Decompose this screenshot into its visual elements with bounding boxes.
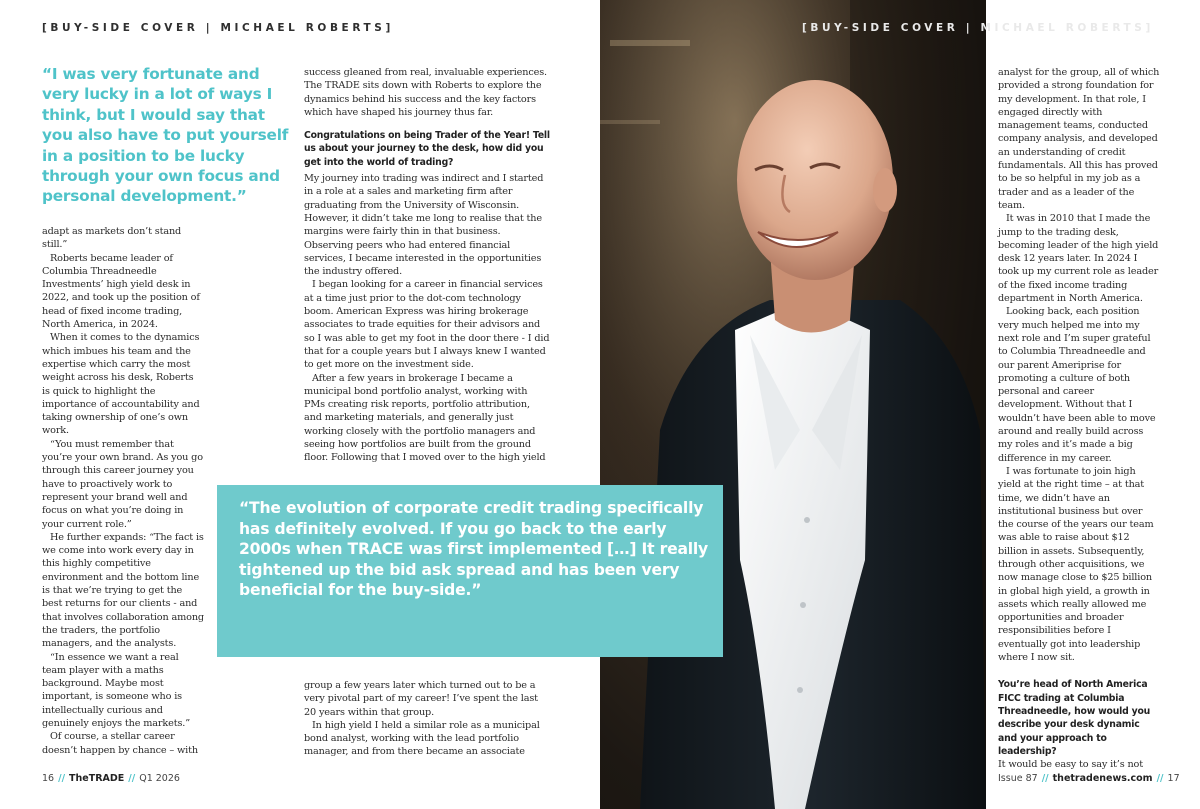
article-column-2-continued — [304, 679, 550, 759]
section-header-right: [BUY-SIDE COVER | MICHAEL ROBERTS] — [802, 22, 1154, 34]
page-number: 17 — [1167, 773, 1180, 784]
article-column-2 — [304, 66, 550, 465]
portrait-illustration — [600, 0, 986, 809]
paragraph: It was in 2010 that I made the jump to the trading desk, becoming leader of the high yield desk 12 years later. In 2024 I took up my current role as leader of the fixed income trading department in North America. — [998, 213, 1159, 305]
article-column-3 — [998, 66, 1160, 771]
footer-right — [998, 773, 1180, 784]
paragraph: In high yield I held a similar role as a municipal bond analyst, working with the lead portfolio manager, and from there became an associate — [304, 719, 540, 758]
portrait-photo — [600, 0, 986, 809]
website-link[interactable]: thetradenews.com — [1052, 773, 1153, 784]
issue-date: Q1 2026 — [139, 773, 180, 784]
paragraph: After a few years in brokerage I became a municipal bond portfolio analyst, working with PMs creating risk reports, portfolio attribution, and marketing materials, and generally just working closely with the portfolio managers and seeing how portfolios are built from the ground floor. Following that I moved over to the high yield — [304, 372, 546, 464]
paragraph: “You must remember that you’re your own brand. As you go through this career journey you have to proactively work to represent your brand well and focus on what you’re doing in your current role.” — [42, 438, 203, 530]
callout-quote: “The evolution of corporate credit trading specifically has definitely evolved. If you go back to the early 2000s when TRACE was first implemented […] It really tightened up the bid ask spread and has been very beneficial for the buy-side.” — [239, 499, 709, 599]
issue-number: Issue 87 — [998, 773, 1038, 784]
separator-icon: // — [58, 773, 66, 784]
paragraph: I began looking for a career in financial services at a time just prior to the dot-com technology boom. American Express was hiring brokerage associates to trade equities for their advisors and so I was able to get my foot in the door there - I did that for a couple years but I always knew I wanted to get more on the investment side. — [304, 279, 550, 371]
separator-icon: // — [1156, 773, 1164, 784]
paragraph: adapt as markets don’t stand still.” — [42, 226, 182, 251]
paragraph: It would be easy to say it’s not — [998, 759, 1143, 771]
paragraph: analyst for the group, all of which provided a strong foundation for my development. In that role, I engaged directly with management teams, conducted company analysis, and developed an understanding of credit fundamentals. All this has proved to be so helpful in my job as a trader and as a leader of the team. — [998, 67, 1160, 211]
interview-question: You’re head of North America FICC trading at Columbia Threadneedle, how would you describe your desk dynamic and your approach to leadership? — [998, 679, 1151, 757]
callout-quote-box — [217, 485, 723, 657]
publication-name: TheTRADE — [69, 773, 125, 784]
interview-question: Congratulations on being Trader of the Year! Tell us about your journey to the desk, how did you get into the world of trading? — [304, 130, 550, 168]
paragraph: My journey into trading was indirect and I started in a role at a sales and marketing firm after graduating from the University of Wisconsin. However, it didn’t take me long to realise that the margins were fairly thin in that business. Observing peers who had entered financial services, I became interested in the opportunities the industry offered. — [304, 173, 544, 278]
separator-icon: // — [128, 773, 136, 784]
separator-icon: // — [1041, 773, 1049, 784]
paragraph: “In essence we want a real team player with a maths background. Maybe most important, is someone who is intellectually curious and genuinely enjoys the markets.” — [42, 651, 191, 729]
paragraph: I was fortunate to join high yield at the right time – at that time, we didn’t have an institutional business but over the course of the years our team was able to raise about $12 billion in assets. Subsequently, through other acquisitions, we now manage close to $25 billion in global high yield, a growth in assets which really allowed me opportunities and broader responsibilities before I eventually got into leadership where I now sit. — [998, 465, 1154, 664]
pull-quote: “I was very fortunate and very lucky in a lot of ways I think, but I would say that you also have to put yourself in a position to be lucky through your own focus and personal development.” — [42, 65, 289, 206]
section-header-left: [BUY-SIDE COVER | MICHAEL ROBERTS] — [42, 22, 394, 34]
paragraph: Roberts became leader of Columbia Threadneedle Investments’ high yield desk in 2022, and took up the position of head of fixed income trading, North America, in 2024. — [42, 252, 200, 331]
paragraph: group a few years later which turned out to be a very pivotal part of my career! I’ve spent the last 20 years within that group. — [304, 680, 538, 718]
paragraph: Of course, a stellar career doesn’t happen by chance – with — [42, 731, 198, 756]
footer-left — [42, 773, 180, 784]
intro-paragraph: success gleaned from real, invaluable experiences. The TRADE sits down with Roberts to explore the dynamics behind his success and the key factors which have shaped his journey thus far. — [304, 67, 547, 118]
paragraph: He further expands: “The fact is we come into work every day in this highly competitive environment and the bottom line is that we’re trying to get the best returns for our clients - and that involves collaboration among the traders, the portfolio managers, and the analysts. — [42, 531, 204, 650]
page-number: 16 — [42, 773, 55, 784]
paragraph: Looking back, each position very much helped me into my next role and I’m super grateful to Columbia Threadneedle and our parent Ameriprise for promoting a culture of both personal and career development. Without that I wouldn’t have been able to move around and really build across my roles and it’s made a big difference in my career. — [998, 306, 1156, 464]
paragraph: When it comes to the dynamics which imbues his team and the expertise which carry the most weight across his desk, Roberts is quick to highlight the importance of accountability and taking ownership of one’s own work. — [42, 332, 200, 437]
article-column-1 — [42, 225, 204, 757]
